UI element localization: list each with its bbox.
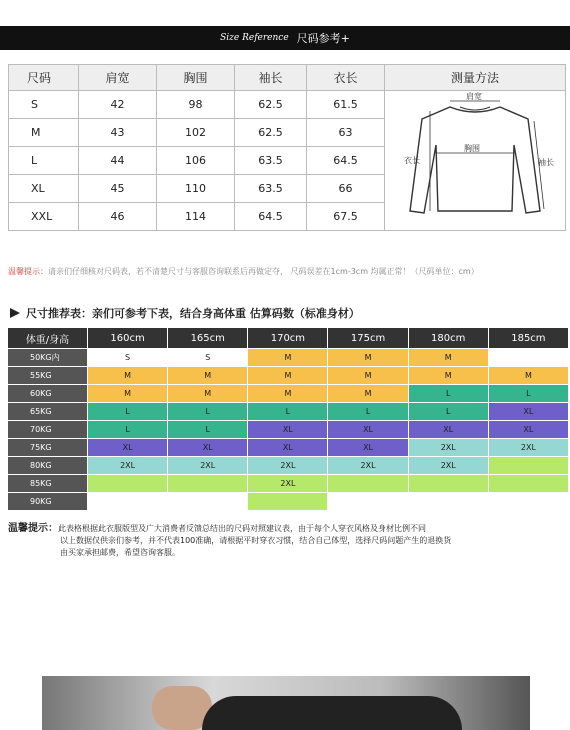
recommend-tip-label: 温馨提示： [8, 523, 58, 534]
weight-cell: 60KG [8, 385, 88, 403]
recommend-table [7, 327, 569, 511]
header-height: 160cm [88, 328, 168, 349]
size-table [8, 64, 566, 231]
size-tip [8, 266, 479, 277]
length-cell: 64.5 [307, 147, 385, 175]
size-recommend-cell: M [248, 367, 328, 385]
size-recommend-cell: XL [408, 421, 488, 439]
table-row [8, 349, 569, 367]
size-recommend-cell [488, 457, 568, 475]
length-cell: 66 [307, 175, 385, 203]
size-cell: M [9, 119, 79, 147]
size-recommend-cell: 2XL [248, 457, 328, 475]
diagram-sleeve-label: 袖长 [538, 158, 554, 167]
size-recommend-cell: XL [88, 439, 168, 457]
weight-cell: 85KG [8, 475, 88, 493]
table-row [8, 439, 569, 457]
size-recommend-cell: M [248, 349, 328, 367]
size-recommend-cell [248, 493, 328, 511]
size-recommend-cell: M [88, 385, 168, 403]
size-recommend-cell: L [168, 421, 248, 439]
chest-cell: 98 [157, 91, 235, 119]
size-recommend-cell: M [248, 385, 328, 403]
size-recommend-cell: 2XL [248, 475, 328, 493]
size-recommend-cell: S [168, 349, 248, 367]
size-recommend-cell [488, 475, 568, 493]
header-length: 衣长 [307, 65, 385, 91]
size-recommend-cell: M [88, 367, 168, 385]
weight-cell: 65KG [8, 403, 88, 421]
model-photo [42, 676, 530, 730]
size-recommend-cell: XL [328, 421, 408, 439]
sleeve-cell: 64.5 [235, 203, 307, 231]
size-recommend-cell [488, 493, 568, 511]
size-recommend-cell: XL [168, 439, 248, 457]
size-recommend-cell: 2XL [328, 457, 408, 475]
table-row [8, 403, 569, 421]
table-row [8, 421, 569, 439]
size-recommend-cell [408, 475, 488, 493]
size-cell: XXL [9, 203, 79, 231]
size-recommend-cell [488, 349, 568, 367]
size-reference-banner [0, 26, 570, 50]
weight-cell: 55KG [8, 367, 88, 385]
recommend-title [10, 305, 360, 321]
header-shoulder: 肩宽 [79, 65, 157, 91]
size-recommend-cell: S [88, 349, 168, 367]
size-recommend-cell: M [328, 385, 408, 403]
size-recommend-cell: XL [488, 403, 568, 421]
recommend-tip [8, 523, 548, 559]
size-recommend-cell: M [408, 367, 488, 385]
header-height: 165cm [168, 328, 248, 349]
shoulder-cell: 46 [79, 203, 157, 231]
size-recommend-cell: M [328, 349, 408, 367]
size-recommend-cell: L [408, 385, 488, 403]
weight-cell: 70KG [8, 421, 88, 439]
header-sleeve: 袖长 [235, 65, 307, 91]
size-recommend-cell: L [88, 421, 168, 439]
arrow-right-icon [10, 308, 20, 318]
size-recommend-cell: M [328, 367, 408, 385]
size-recommend-cell: 2XL [408, 457, 488, 475]
header-height: 170cm [248, 328, 328, 349]
size-recommend-cell [88, 493, 168, 511]
size-recommend-cell: L [168, 403, 248, 421]
size-recommend-cell [408, 493, 488, 511]
sleeve-cell: 62.5 [235, 119, 307, 147]
size-recommend-cell: L [328, 403, 408, 421]
length-cell: 63 [307, 119, 385, 147]
shoulder-cell: 42 [79, 91, 157, 119]
length-cell: 67.5 [307, 203, 385, 231]
recommend-title-text: 尺寸推荐表：亲们可参考下表，结合身高体重 估算码数（标准身材） [26, 307, 360, 320]
size-recommend-cell: 2XL [408, 439, 488, 457]
header-height: 180cm [408, 328, 488, 349]
size-cell: L [9, 147, 79, 175]
shoulder-cell: 43 [79, 119, 157, 147]
sweater-diagram-icon [390, 91, 560, 227]
sleeve-cell: 63.5 [235, 147, 307, 175]
header-chest: 胸围 [157, 65, 235, 91]
header-height: 185cm [488, 328, 568, 349]
table-row [9, 91, 566, 119]
size-tip-label: 温馨提示： [8, 267, 48, 276]
shoulder-cell: 45 [79, 175, 157, 203]
size-recommend-cell: L [88, 403, 168, 421]
banner-title: 尺码参考+ [296, 32, 350, 45]
size-recommend-cell: 2XL [488, 439, 568, 457]
diagram-length-label: 衣长 [404, 156, 420, 165]
header-weight-height: 体重/身高 [8, 328, 88, 349]
sleeve-cell: 63.5 [235, 175, 307, 203]
size-recommend-cell: M [488, 367, 568, 385]
header-method: 测量方法 [385, 65, 566, 91]
weight-cell: 75KG [8, 439, 88, 457]
size-recommend-cell [328, 493, 408, 511]
size-recommend-cell: M [168, 367, 248, 385]
size-recommend-cell: M [168, 385, 248, 403]
shoulder-cell: 44 [79, 147, 157, 175]
header-size: 尺码 [9, 65, 79, 91]
size-recommend-cell [328, 475, 408, 493]
length-cell: 61.5 [307, 91, 385, 119]
size-recommend-cell: L [488, 385, 568, 403]
table-row [8, 493, 569, 511]
table-row [8, 457, 569, 475]
weight-cell: 80KG [8, 457, 88, 475]
weight-cell: 50KG内 [8, 349, 88, 367]
recommend-tip-line3: 由买家承担邮费，希望咨询客服。 [60, 548, 180, 557]
weight-cell: 90KG [8, 493, 88, 511]
table-row [8, 475, 569, 493]
header-height: 175cm [328, 328, 408, 349]
table-row [8, 385, 569, 403]
chest-cell: 102 [157, 119, 235, 147]
size-cell: XL [9, 175, 79, 203]
size-recommend-cell: XL [328, 439, 408, 457]
size-tip-text: 请亲们仔细核对尺码表，若不清楚尺寸与客服咨询联系后再做定夺， 尺码误差在1cm-3cm 均属正常！（尺码单位：cm） [48, 267, 479, 276]
recommend-tip-line1: 此表格根据此衣服版型及广大消费者反馈总结出的尺码对照建议表，由于每个人穿衣风格及身材比例不同 [58, 524, 426, 533]
banner-script-text: Size Reference [220, 33, 289, 43]
size-recommend-cell: 2XL [88, 457, 168, 475]
diagram-chest-label: 胸围 [464, 144, 480, 153]
table-row [8, 367, 569, 385]
diagram-shoulder-label: 肩宽 [466, 92, 482, 101]
size-recommend-cell [168, 493, 248, 511]
size-recommend-cell: M [408, 349, 488, 367]
size-recommend-cell: 2XL [168, 457, 248, 475]
size-recommend-cell: XL [488, 421, 568, 439]
size-recommend-cell [168, 475, 248, 493]
measurement-diagram [385, 91, 566, 231]
recommend-header [8, 328, 569, 349]
size-recommend-cell: L [248, 403, 328, 421]
recommend-tip-line2: 以上数据仅供亲们参考，并不代表100准确，请根据平时穿衣习惯，结合自己体型，选择尺码问题产生的退换货 [60, 536, 452, 545]
size-recommend-cell [88, 475, 168, 493]
chest-cell: 106 [157, 147, 235, 175]
chest-cell: 110 [157, 175, 235, 203]
size-cell: S [9, 91, 79, 119]
size-recommend-cell: XL [248, 421, 328, 439]
sleeve-cell: 62.5 [235, 91, 307, 119]
chest-cell: 114 [157, 203, 235, 231]
size-table-header [9, 65, 566, 91]
size-recommend-cell: L [408, 403, 488, 421]
size-recommend-cell: XL [248, 439, 328, 457]
